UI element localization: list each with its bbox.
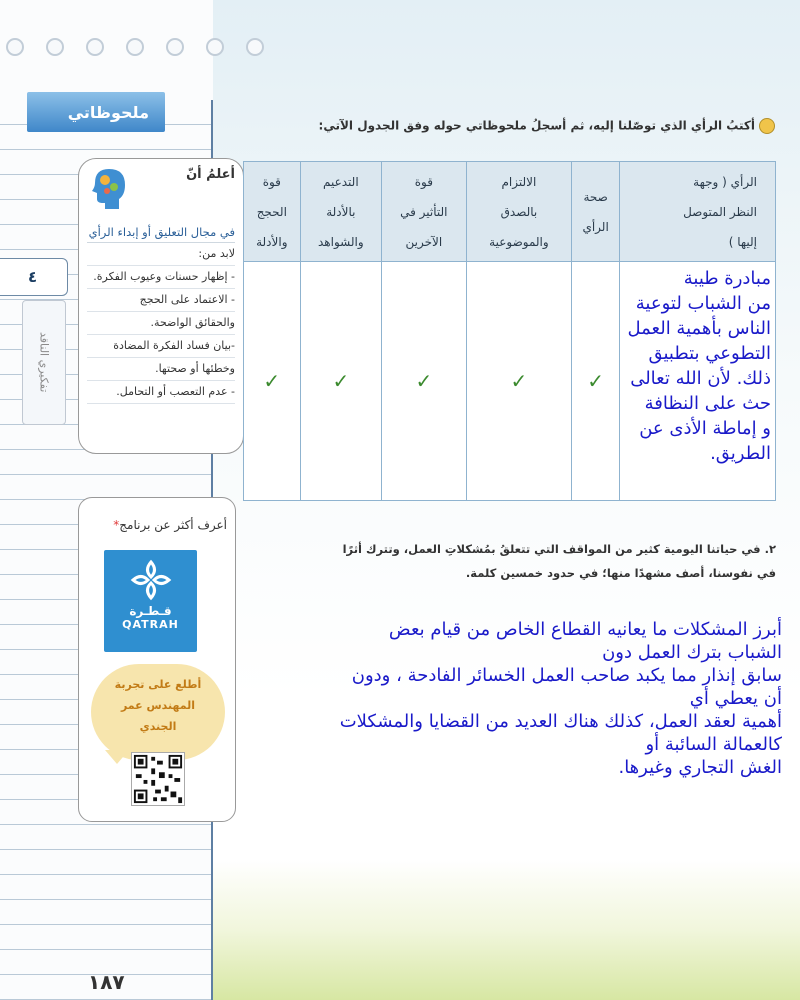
- header-evidence: [300, 162, 381, 262]
- binder-hole: [206, 38, 224, 56]
- check-icon: ✓: [263, 369, 281, 393]
- info-box-title: أعلمُ أنّ: [186, 167, 235, 182]
- binder-hole: [86, 38, 104, 56]
- info-box-line: - عدم التعصب أو التحامل.: [87, 381, 235, 404]
- question-2-line: ٢. في حياتنا اليومية كثير من المواقف التي تتعلقُ بمُشكلاتِ العمل، وتترك أثرًا: [342, 542, 776, 556]
- answer-line: و إماطة الأذى عن: [639, 418, 771, 439]
- footnote-star: *: [113, 518, 120, 532]
- info-box-line: لابد من:: [87, 243, 235, 266]
- binder-hole: [246, 38, 264, 56]
- info-box-lead: في مجال التعليق أو إبداء الرأي: [87, 222, 235, 243]
- qr-code-icon[interactable]: [131, 752, 185, 806]
- program-box-title: [87, 518, 227, 532]
- evaluation-table-grid: [243, 161, 776, 501]
- answer-2-line: أهمية لعقد العمل، كذلك هناك العديد من القضايا والمشكلات: [339, 711, 782, 732]
- answer-2-line: الشباب بترك العمل دون: [602, 642, 782, 663]
- opinion-answer-cell[interactable]: [620, 262, 776, 501]
- check-icon: ✓: [332, 369, 350, 393]
- answer-2-line: أن يعطي أي: [689, 688, 782, 709]
- binder-holes: [6, 38, 264, 56]
- instruction-text: أكتبُ الرأي الذي توصّلنا إليه، ثم أسجلُ ملحوظاتي حوله وفق الجدول الآتي:: [318, 118, 755, 133]
- header-line: التدعيم: [322, 174, 359, 189]
- bullet-b-icon: [759, 118, 775, 134]
- binder-hole: [46, 38, 64, 56]
- check-icon: ✓: [415, 369, 433, 393]
- header-validity: [572, 162, 620, 262]
- notes-section-tab: ملحوظاتي: [27, 92, 165, 132]
- header-line: قوة: [262, 174, 281, 189]
- answer-line: الناس بأهمية العمل: [627, 318, 771, 339]
- header-line: الحجج: [256, 204, 287, 219]
- header-influence: [382, 162, 467, 262]
- qatrah-logo-english: QATRAH: [122, 618, 179, 631]
- answer-2-line: الغش التجاري وغيرها.: [618, 757, 782, 778]
- check-cell[interactable]: [244, 262, 301, 501]
- check-cell[interactable]: [466, 262, 572, 501]
- header-arguments: [244, 162, 301, 262]
- table-row: [244, 262, 776, 501]
- bubble-line: المهندس عمر: [120, 699, 196, 712]
- question-2: [250, 537, 776, 585]
- header-objectivity: [466, 162, 572, 262]
- unit-vertical-label: تفكيري الناقد: [22, 300, 66, 425]
- answer-2-line: كالعمالة السائبة أو: [645, 734, 782, 755]
- answer-line: مبادرة طيبة: [683, 268, 771, 289]
- header-line: الرأي: [582, 219, 609, 234]
- info-box-line: وخطئها أو صحتها.: [87, 358, 235, 381]
- page-number: ١٨٧: [88, 970, 125, 994]
- answer-2-line: سابق إنذار مما يكبد صاحب العمل الخسائر الفادحة ، ودون: [351, 665, 782, 686]
- header-line: والموضوعية: [489, 234, 549, 249]
- header-line: بالصدق: [500, 204, 538, 219]
- binder-hole: [126, 38, 144, 56]
- header-line: النظر المتوصل: [683, 204, 757, 219]
- answer-line: ذلك. لأن الله تعالى: [630, 368, 771, 389]
- question-2-line: في نفوسنا، أصف مشهدًا منها؛ في حدود خمسين كلمة.: [465, 566, 776, 580]
- check-cell[interactable]: [572, 262, 620, 501]
- answer-line: حث على النظافة: [644, 393, 771, 414]
- header-line: الرأي ( وجهة: [693, 174, 757, 189]
- evaluation-table: [243, 161, 776, 501]
- info-box-line: - إظهار حسنات وعيوب الفكرة.: [87, 266, 235, 289]
- check-cell[interactable]: [300, 262, 381, 501]
- speech-bubble: [91, 664, 225, 760]
- binder-hole: [6, 38, 24, 56]
- header-opinion: [620, 162, 776, 262]
- answer-2[interactable]: [252, 618, 782, 779]
- header-line: إليها ): [728, 234, 757, 249]
- header-line: والشواهد: [318, 234, 364, 249]
- header-line: الالتزام: [501, 174, 537, 189]
- check-cell[interactable]: [382, 262, 467, 501]
- bubble-line: الجندي: [139, 720, 177, 733]
- qatrah-logo-arabic: قـطـرة: [129, 604, 172, 618]
- qatrah-logo[interactable]: [104, 550, 197, 652]
- speech-bubble-tail: [105, 750, 129, 764]
- header-line: التأثير في: [400, 204, 448, 219]
- header-line: صحة: [583, 189, 608, 204]
- header-line: قوة: [414, 174, 433, 189]
- info-box-line: -بيان فساد الفكرة المضادة: [87, 335, 235, 358]
- table-header-row: [244, 162, 776, 262]
- check-icon: ✓: [587, 369, 605, 393]
- info-box-know-that: [78, 158, 244, 454]
- answer-line: الطريق.: [710, 443, 771, 464]
- info-box-line: والحقائق الواضحة.: [87, 312, 235, 335]
- header-line: والأدلة: [256, 234, 288, 249]
- drop-flower-icon: [129, 558, 173, 602]
- answer-line: من الشباب لتوعية: [635, 293, 771, 314]
- unit-number-tab: ٤: [0, 258, 68, 296]
- header-line: بالأدلة: [326, 204, 356, 219]
- binder-hole: [166, 38, 184, 56]
- program-box-title-text: أعرف أكثر عن برنامج: [119, 518, 227, 532]
- head-gears-icon: [89, 165, 129, 211]
- info-box-line: - الاعتماد على الحجج: [87, 289, 235, 312]
- bubble-line: أطلع على تجربة: [114, 678, 202, 691]
- answer-2-line: أبرز المشكلات ما يعانيه القطاع الخاص من قيام بعض: [388, 619, 782, 640]
- header-line: الآخرين: [405, 234, 443, 249]
- check-icon: ✓: [510, 369, 528, 393]
- program-box: [78, 497, 236, 822]
- answer-line: التطوعي بتطبيق: [648, 343, 771, 364]
- instruction-line: [255, 118, 775, 134]
